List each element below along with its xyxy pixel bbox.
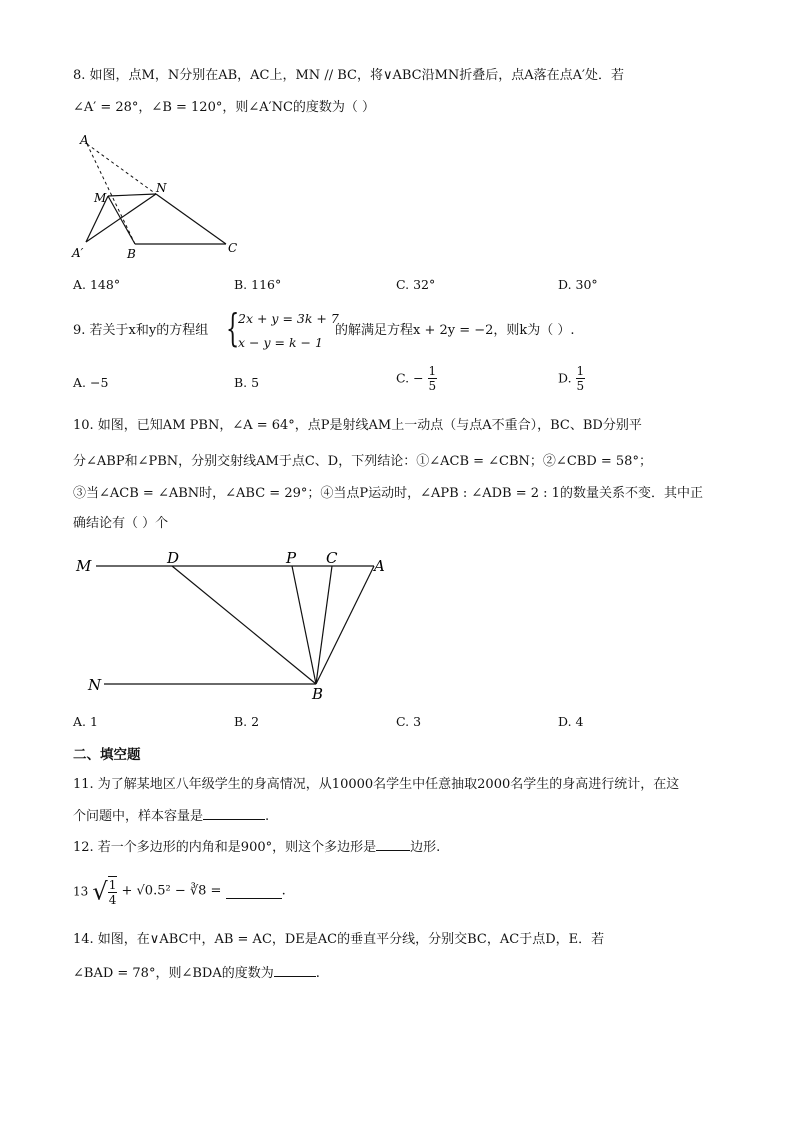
q9-option-c-fraction xyxy=(428,364,438,393)
section-title-fill-in: 二、填空题 xyxy=(73,747,141,763)
q9-brace: { xyxy=(226,306,240,350)
q9-option-d-numerator: 1 xyxy=(576,364,585,378)
q8-option-a: A. 148° xyxy=(73,277,121,292)
q8-line1: 8. 如图，点M，N分别在AB，AC上，MN // BC，将∨ABC沿MN折叠后，点A落在点A′处．若 xyxy=(73,68,625,83)
q10-option-a: A. 1 xyxy=(73,714,98,729)
q11-answer-blank xyxy=(203,805,265,820)
q8-label-M: M xyxy=(94,191,107,205)
q14-line2-text: ∠BAD = 78°，则∠BDA的度数为 xyxy=(73,966,274,981)
q13-fraction xyxy=(108,876,118,907)
q8-figure xyxy=(70,130,250,265)
q10-label-M: M xyxy=(76,557,92,575)
q10-line2: 分∠ABP和∠PBN，分别交射线AM于点C、D，下列结论：①∠ACB = ∠CBN；②∠CBD = 58°； xyxy=(73,454,652,469)
q10-label-D: D xyxy=(167,549,180,567)
q13-answer-blank xyxy=(226,884,282,899)
q10-label-A: A xyxy=(374,557,385,575)
q13-expression: + √0.5² − ∛8 = xyxy=(121,883,222,899)
q10-option-d: D. 4 xyxy=(558,714,584,729)
q8-label-A: A xyxy=(80,133,89,147)
q9-option-c-denominator: 5 xyxy=(428,379,437,393)
q9-option-d xyxy=(558,364,585,393)
q12-answer-blank xyxy=(376,836,410,851)
q10-label-C: C xyxy=(326,549,338,567)
q11-line1: 11. 为了解某地区八年级学生的身高情况，从10000名学生中任意抽取2000名学生的身高进行统计，在这 xyxy=(73,777,680,792)
q8-label-B: B xyxy=(127,247,136,261)
q9-option-c-numerator: 1 xyxy=(428,364,437,378)
q14-line2: ∠BAD = 78°，则∠BDA的度数为 . xyxy=(73,962,320,984)
q9-option-a: A. −5 xyxy=(73,375,109,390)
q14-answer-blank xyxy=(274,962,316,977)
q12-after: 边形. xyxy=(410,840,441,855)
q9-suffix: 的解满足方程x + 2y = −2，则k为（ ）. xyxy=(335,323,575,338)
q9-prefix: 9. 若关于x和y的方程组 xyxy=(73,323,209,338)
q8-option-d: D. 30° xyxy=(558,277,598,292)
q10-option-b: B. 2 xyxy=(234,714,260,729)
q13-fraction-denominator: 4 xyxy=(108,893,117,907)
q9-option-d-denominator: 5 xyxy=(576,379,585,393)
q13-number: 13 xyxy=(73,884,89,899)
q9-option-d-label: D. xyxy=(558,370,572,386)
q13-sqrt-sign: √ xyxy=(92,877,108,906)
q8-label-C: C xyxy=(228,241,238,255)
q8-option-b: B. 116° xyxy=(234,277,282,292)
q9-option-d-fraction xyxy=(576,364,586,393)
q12-line xyxy=(73,836,440,858)
q11-line2-text: 个问题中，样本容量是 xyxy=(73,809,204,824)
q9-eq1: 2x + y = 3k + 7 xyxy=(238,311,339,326)
q10-line1: 10. 如图，已知AM PBN，∠A = 64°，点P是射线AM上一动点（与点A不重合），BC、BD分别平 xyxy=(73,418,642,433)
q10-label-B: B xyxy=(312,685,324,703)
q12-text: 12. 若一个多边形的内角和是900°，则这个多边形是 xyxy=(73,840,377,855)
q9-option-c-label: C. − xyxy=(396,370,424,386)
q9-option-c xyxy=(396,364,437,393)
q8-label-A1: A′ xyxy=(72,246,84,260)
q10-label-P: P xyxy=(286,549,297,567)
q9-option-b: B. 5 xyxy=(234,375,260,390)
q14-line1: 14. 如图，在∨ABC中，AB = AC，DE是AC的垂直平分线，分别交BC，AC于点D，E．若 xyxy=(73,932,605,947)
q8-line2: ∠A′ = 28°，∠B = 120°，则∠A′NC的度数为（ ） xyxy=(73,100,376,115)
q11-line2: 个问题中，样本容量是 . xyxy=(73,805,269,827)
q9-eq2: x − y = k − 1 xyxy=(238,335,323,350)
q8-option-c: C. 32° xyxy=(396,277,436,292)
q10-line4: 确结论有（ ）个 xyxy=(73,516,169,531)
q10-option-c: C. 3 xyxy=(396,714,422,729)
q10-figure xyxy=(74,545,404,705)
q10-line3: ③当∠ACB = ∠ABN时，∠ABC = 29°；④当点P运动时，∠APB : ∠ADB = 2 : 1的数量关系不变．其中正 xyxy=(73,486,703,501)
q10-label-N: N xyxy=(88,676,102,694)
q13-fraction-numerator: 1 xyxy=(108,878,117,892)
q8-label-N: N xyxy=(156,181,167,195)
q13-line: 13 √ $\frac{1}{4}$ + √0.5² − ∛8 = . xyxy=(73,877,286,907)
